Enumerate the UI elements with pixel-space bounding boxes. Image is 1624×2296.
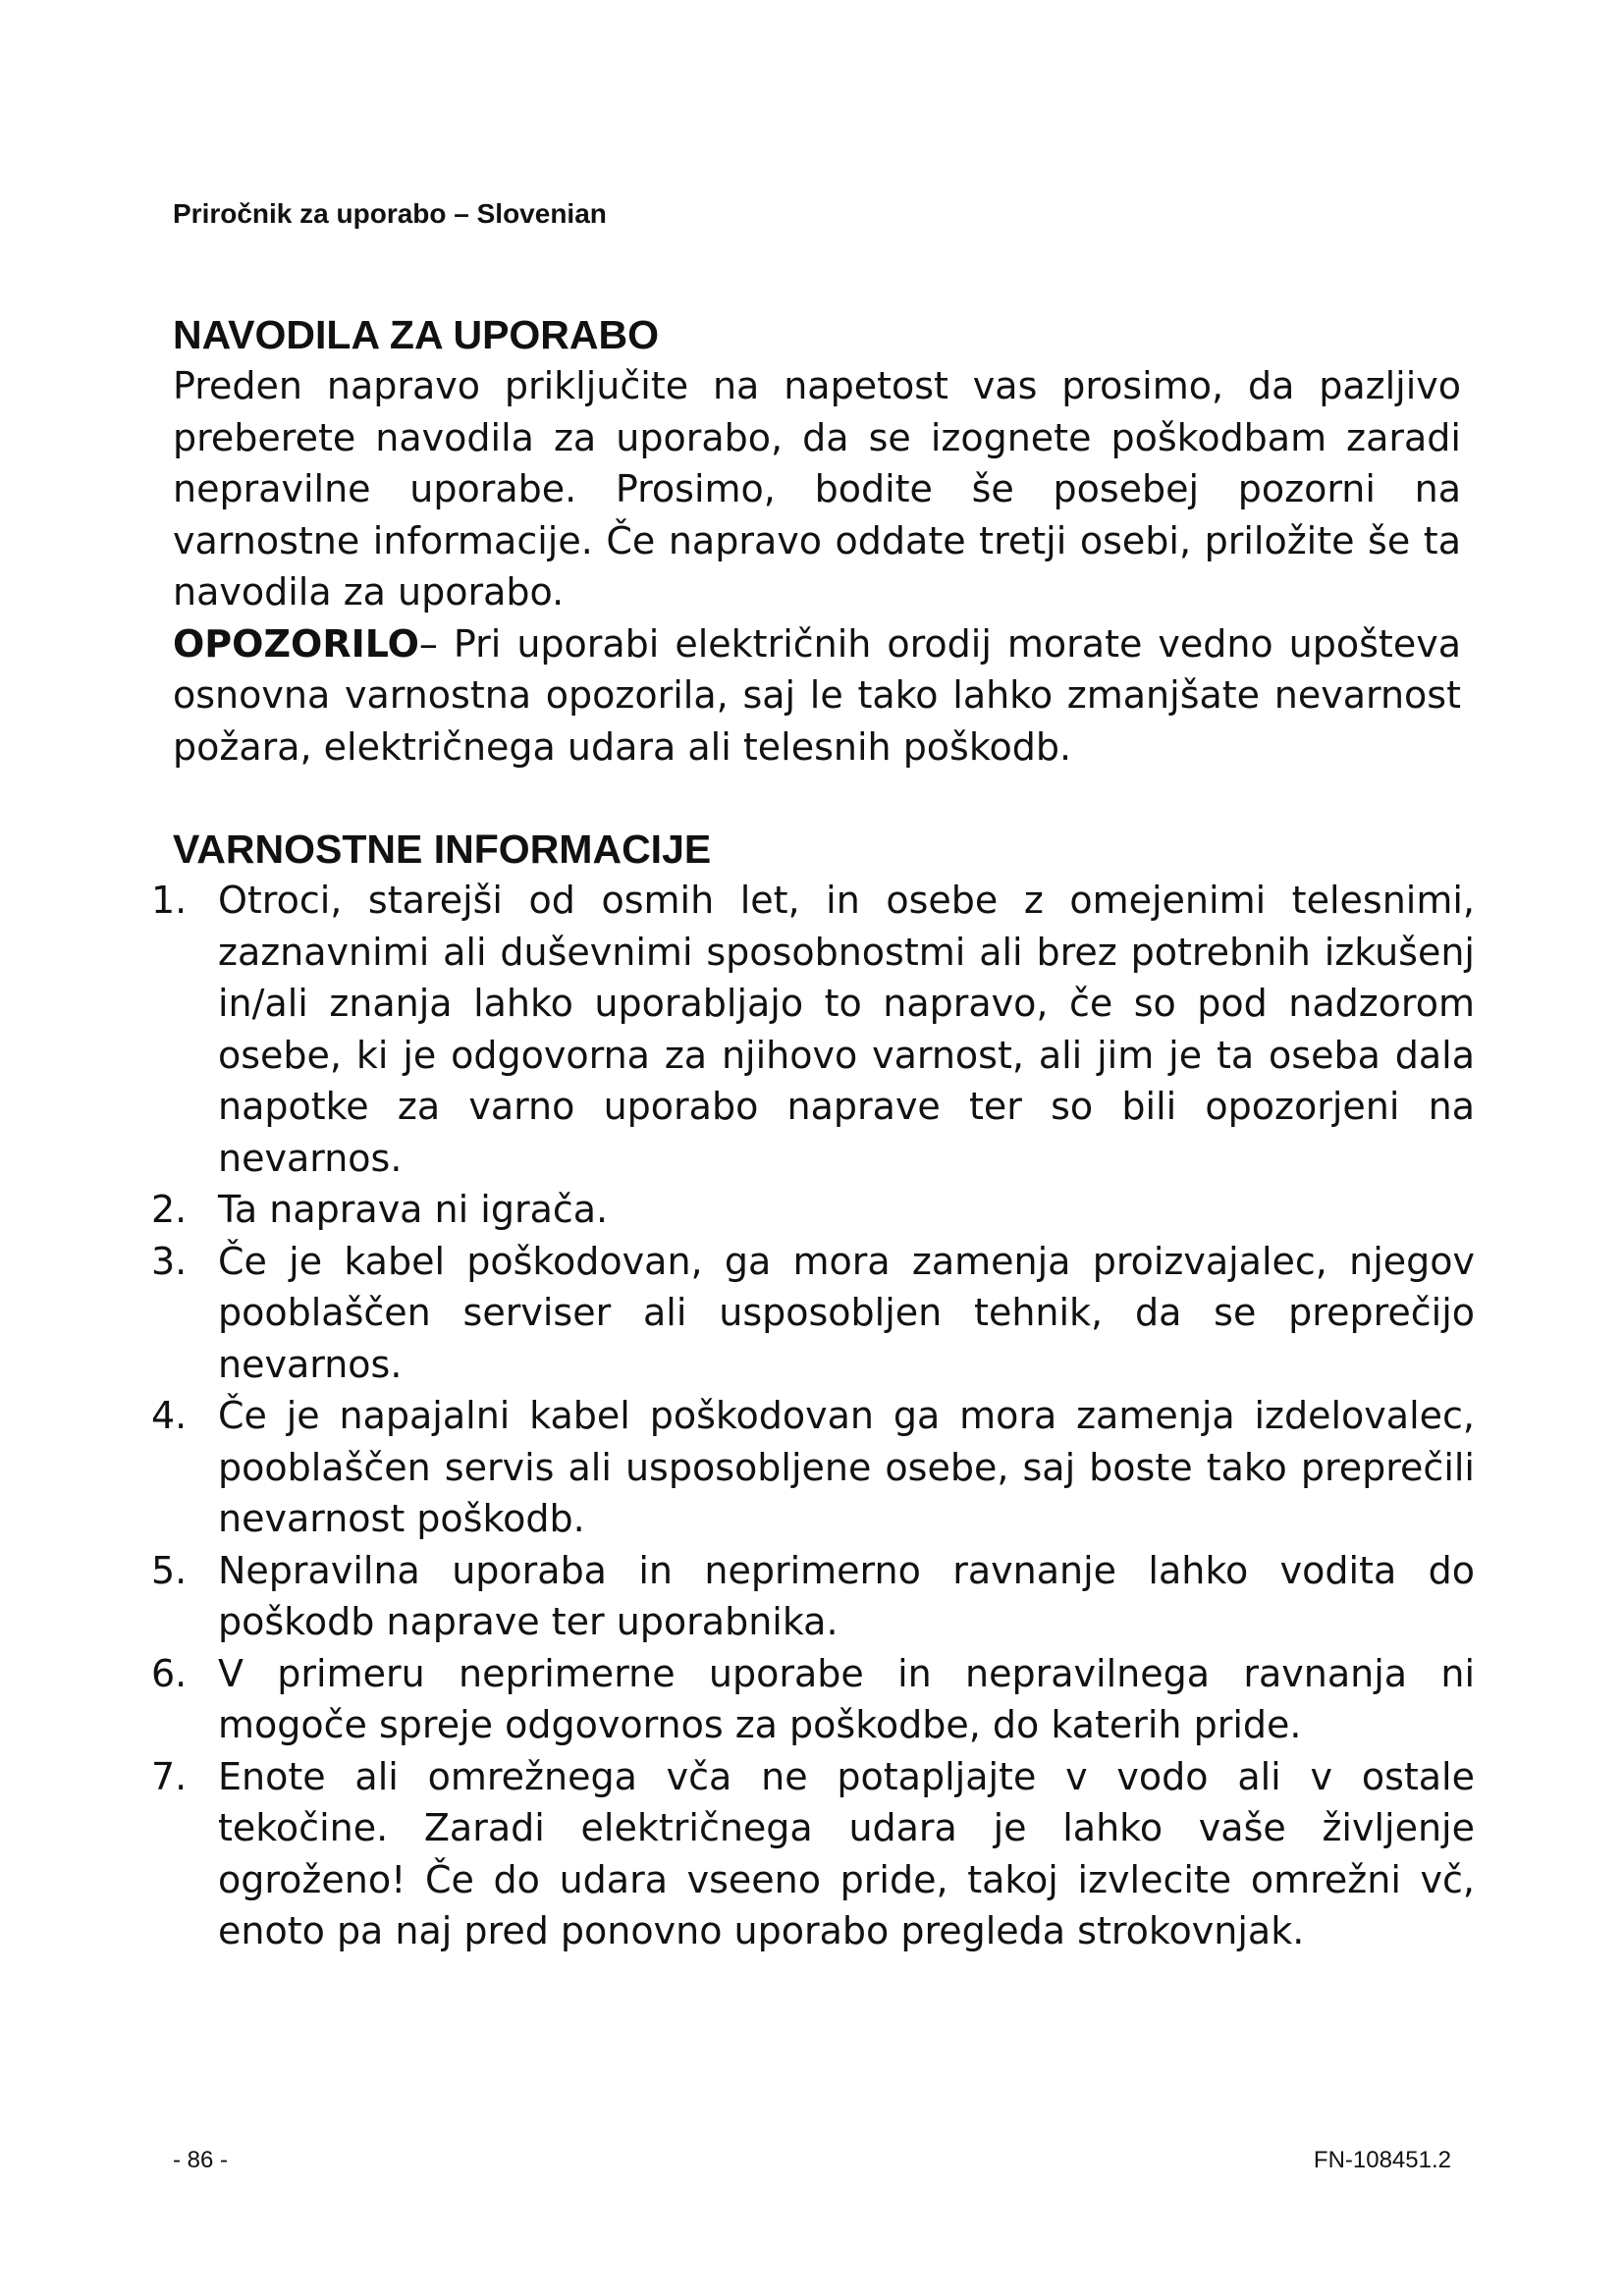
section-spacer xyxy=(173,773,1469,824)
list-item xyxy=(151,1545,1475,1648)
list-item xyxy=(151,875,1475,1184)
warning-text: – Pri uporabi električnih orodij morate vedno upošteva osnovna varnostna opozorila, saj le tako lahko zmanjšate nevarnost požara, električnega udara ali telesnih poškodb. xyxy=(173,621,1461,769)
list-item xyxy=(151,1648,1475,1751)
list-item-number: 3. xyxy=(151,1239,188,1283)
list-item-number: 5. xyxy=(151,1548,188,1592)
list-item-number: 4. xyxy=(151,1394,188,1437)
instructions-title: NAVODILA ZA UPORABO xyxy=(173,312,660,357)
instructions-intro: Preden napravo priključite na napetost vas prosimo, da pazljivo preberete navodila za uporabo, da se izognete poškodbam zaradi nepravilne uporabe. Prosimo, bodite še posebej pozorni na varnostne informacije. Če napravo oddate tretji osebi, priložite še ta navodila za uporabo. xyxy=(173,364,1461,614)
list-item-text: Če je napajalni kabel poškodovan ga mora zamenja izdelovalec, pooblaščen servis ali usposobljene osebe, saj boste tako preprečili nevarnost poškodb. xyxy=(218,1394,1475,1540)
list-item-text: Enote ali omrežnega vča ne potapljajte v vodo ali v ostale tekočine. Zaradi električnega udara je lahko vaše življenje ogroženo! Če do udara vseeno pride, takoj izvlecite omrežni vč, enoto pa naj pred ponovno uporabo pregleda strokovnjak. xyxy=(218,1754,1475,1952)
list-item xyxy=(151,1236,1475,1391)
safety-title: VARNOSTNE INFORMACIJE xyxy=(173,827,712,872)
list-item-number: 6. xyxy=(151,1651,188,1695)
page-number: - 86 - xyxy=(173,2147,229,2173)
list-item-text: Če je kabel poškodovan, ga mora zamenja proizvajalec, njegov pooblaščen serviser ali usposobljen tehnik, da se preprečijo nevarnos. xyxy=(218,1239,1475,1386)
list-item-number: 2. xyxy=(151,1188,188,1231)
list-item-number: 7. xyxy=(151,1754,188,1798)
page-content xyxy=(151,309,1475,1957)
warning-paragraph xyxy=(173,618,1461,774)
warning-label: OPOZORILO xyxy=(173,621,419,666)
list-item-text: Nepravilna uporaba in neprimerno ravnanje lahko vodita do poškodb naprave ter uporabnika. xyxy=(218,1548,1475,1643)
list-item xyxy=(151,1184,1475,1236)
list-item xyxy=(151,1751,1475,1957)
list-item xyxy=(151,1390,1475,1545)
list-item-number: 1. xyxy=(151,879,188,922)
list-item-text: V primeru neprimerne uporabe in nepravilnega ravnanja ni mogoče spreje odgovornos za poškodbe, do katerih pride. xyxy=(218,1651,1475,1746)
list-item-text: Ta naprava ni igrača. xyxy=(218,1188,609,1231)
manual-header: Priročnik za uporabo – Slovenian xyxy=(173,198,607,229)
document-code: FN-108451.2 xyxy=(1313,2147,1451,2173)
list-item-text: Otroci, starejši od osmih let, in osebe z omejenimi telesnimi, zaznavnimi ali duševnimi sposobnostmi ali brez potrebnih izkušenj in/ali znanja lahko uporabljajo to napravo, če so pod nadzorom osebe, ki je odgovorna za njihovo varnost, ali jim je ta oseba dala napotke za varno uporabo naprave ter so bili opozorjeni na nevarnos. xyxy=(218,879,1475,1180)
safety-list xyxy=(151,875,1475,1957)
